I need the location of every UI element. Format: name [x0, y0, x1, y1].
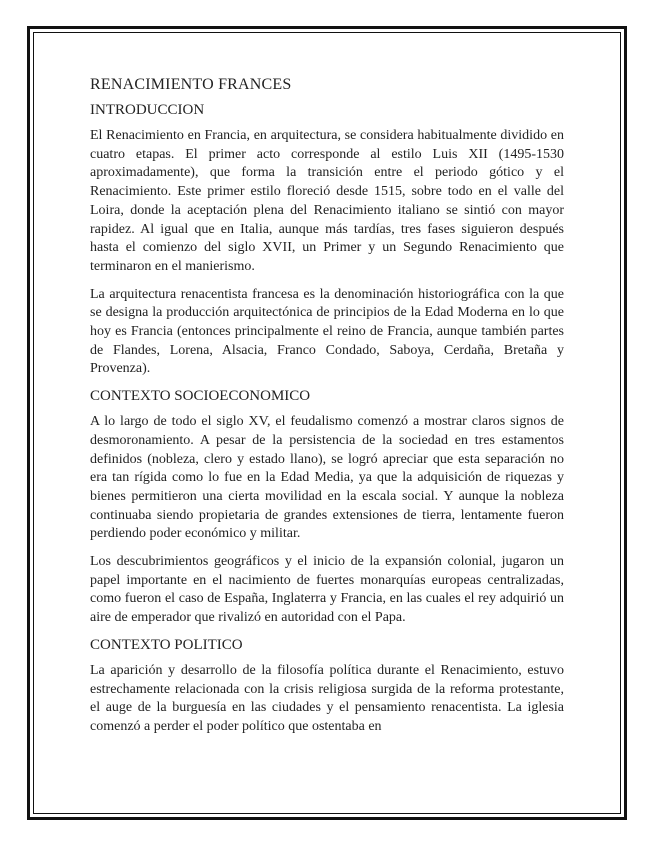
paragraph: La arquitectura renacentista francesa es la denominación historiográfica con la que se designa la producción arquitectónica de principios de la Edad Moderna en lo que hoy es Francia (entonces principalmente el reino de Francia, aunque también partes de Flandes, Lorena, Alsacia, Franco Condado, Saboya, Cerdaña, Bretaña y Provenza).	[90, 286, 564, 377]
paragraph: A lo largo de todo el siglo XV, el feudalismo comenzó a mostrar claros signos de desmoronamiento. A pesar de la persistencia de la sociedad en tres estamentos definidos (nobleza, clero y estado llano), se logró apreciar que esta separación no era tan rígida como lo fue en la Edad Media, ya que la adquisición de riquezas y bienes permitieron una cierta movilidad en la escala social. Y aunque la nobleza continuaba siendo propietaria de grandes extensiones de tierra, lentamente fueron perdiendo poder económico y militar.	[90, 414, 564, 542]
paragraph: Los descubrimientos geográficos y el inicio de la expansión colonial, jugaron un papel importante en el nacimiento de fuertes monarquías europeas centralizadas, como fueron el caso de España, Inglaterra y Francia, en las cuales el rey adquirió un aire de emperador que rivalizó en autoridad con el Papa.	[90, 554, 564, 626]
section-contexto-socioeconomico	[90, 388, 564, 628]
paragraph: El Renacimiento en Francia, en arquitectura, se considera habitualmente dividido en cuatro etapas. El primer acto corresponde al estilo Luis XII (1495-1530 aproximadamente), que forma la transición entre el periodo gótico y el Renacimiento. Este primer estilo floreció desde 1515, sobre todo en el valle del Loira, donde la aceptación plena del Renacimiento italiano se sintió con mayor rapidez. Al igual que en Italia, aunque más tardías, tres fases siguieron después hasta el comienzo del siglo XVII, un Primer y un Segundo Renacimiento que terminaron en el manierismo.	[90, 128, 564, 274]
section-introduccion	[90, 102, 564, 379]
document-body	[90, 76, 564, 746]
section-heading: INTRODUCCION	[90, 102, 205, 118]
section-heading: CONTEXTO SOCIOECONOMICO	[90, 388, 311, 405]
paragraph: La aparición y desarrollo de la filosofía política durante el Renacimiento, estuvo estrechamente relacionada con la crisis religiosa surgida de la reforma protestante, el auge de la burguesía en las ciudades y el pensamiento renacentista. La iglesia comenzó a perder el poder político que ostentaba en	[90, 662, 564, 734]
document-title: RENACIMIENTO FRANCES	[90, 76, 292, 93]
section-contexto-politico	[90, 637, 564, 737]
section-heading: CONTEXTO POLITICO	[90, 636, 243, 653]
